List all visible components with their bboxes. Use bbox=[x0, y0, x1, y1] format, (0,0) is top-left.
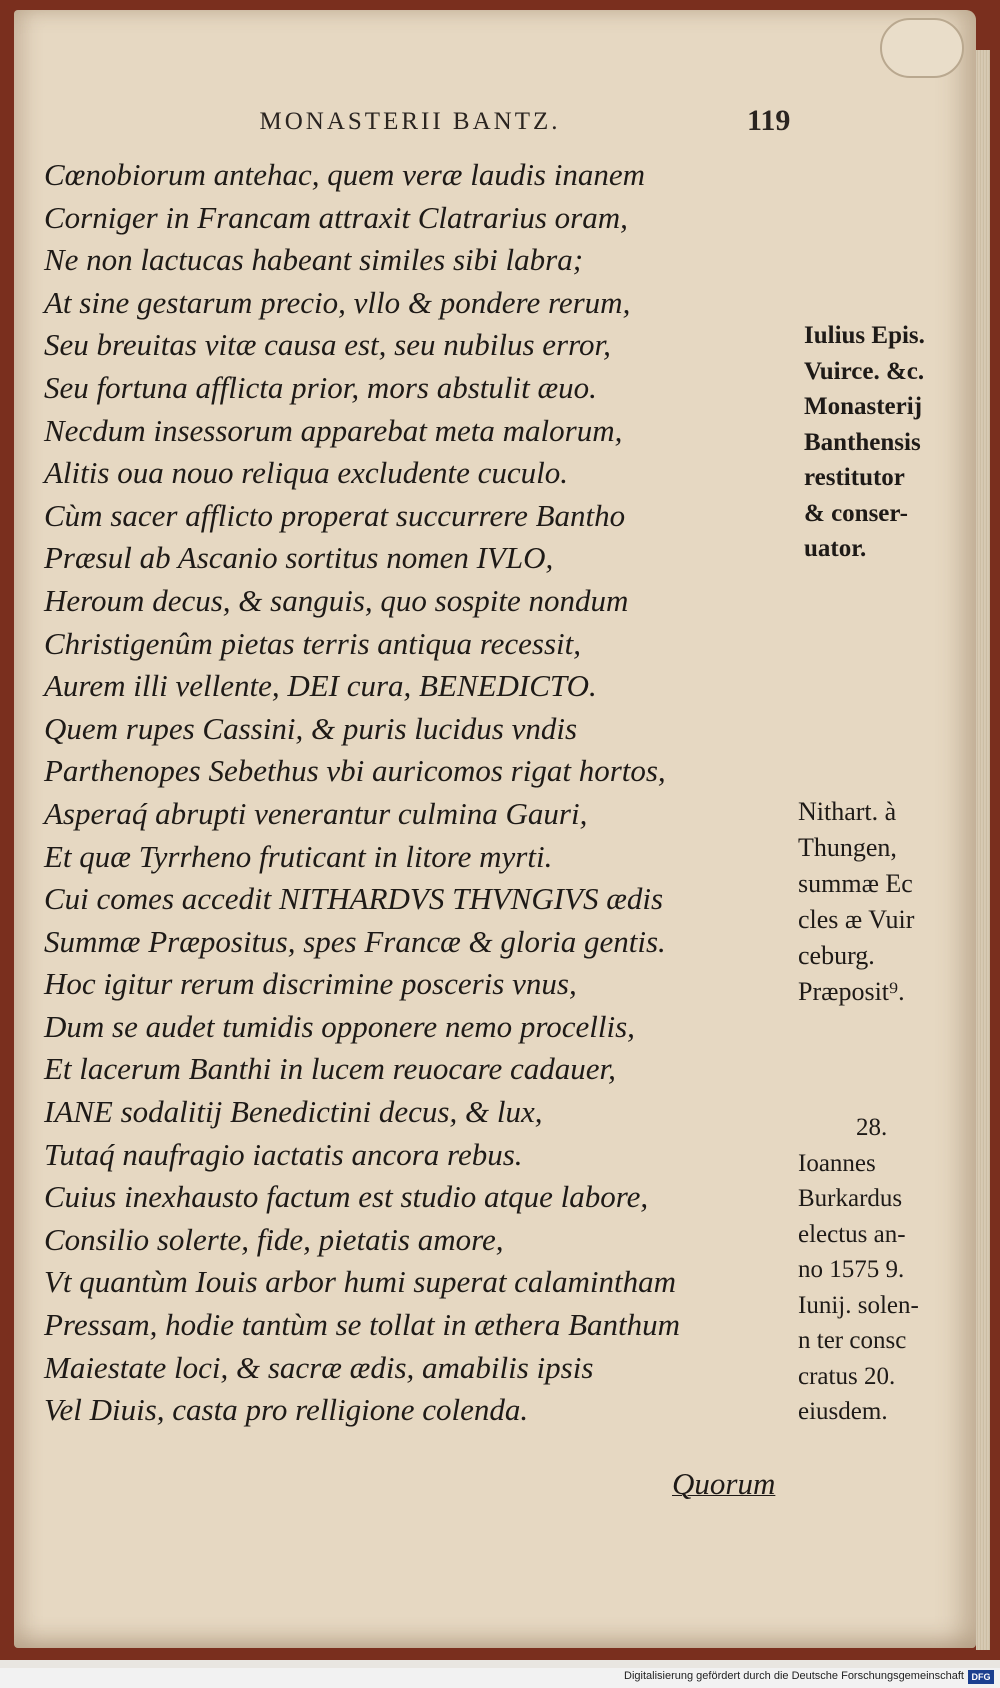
marginal-line: Monasterij bbox=[804, 393, 923, 420]
verse-line: Cuius inexhausto factum est studio atque labore, bbox=[44, 1179, 649, 1215]
verse-line: Summæ Præpositus, spes Francæ & gloria gentis. bbox=[44, 923, 666, 959]
marginal-line: restitutor bbox=[804, 464, 905, 491]
verse-line: Aurem illi vellente, DEI cura, BENEDICTO. bbox=[44, 668, 597, 704]
running-title: MONASTERII BANTZ. bbox=[259, 108, 561, 135]
verse-line: Pressam, hodie tantùm se tollat in æthera Banthum bbox=[44, 1307, 681, 1343]
verse-line: Christigenûm pietas terris antiqua recessit, bbox=[44, 625, 582, 661]
clasp-ring bbox=[880, 18, 964, 78]
verse-line: At sine gestarum precio, vllo & pondere rerum, bbox=[44, 284, 631, 320]
verse-line: Consilio solerte, fide, pietatis amore, bbox=[44, 1221, 504, 1257]
verse-line: Parthenopes Sebethus vbi auricomos rigat hortos, bbox=[44, 753, 666, 789]
marginal-line: eiusdem. bbox=[798, 1398, 888, 1425]
verse-line: Alitis oua nouo reliqua excludente cuculo. bbox=[44, 455, 569, 491]
verse-line: Vel Diuis, casta pro relligione colenda. bbox=[44, 1392, 529, 1428]
verse-line: Seu breuitas vitæ causa est, seu nubilus error, bbox=[44, 327, 611, 363]
marginal-line: cles æ Vuir bbox=[798, 905, 915, 934]
verse-line: Dum se audet tumidis opponere nemo procellis, bbox=[44, 1008, 635, 1044]
marginal-note-iulius bbox=[804, 318, 925, 567]
verse-line: Et quæ Tyrrheno fruticant in litore myrti. bbox=[44, 838, 553, 874]
marginal-line: cratus 20. bbox=[798, 1362, 896, 1390]
marginal-line: n ter consc bbox=[798, 1327, 907, 1354]
verse-line: Seu fortuna afflicta prior, mors abstulit æuo. bbox=[44, 369, 597, 405]
verse-line: Præsul ab Ascanio sortitus nomen IVLO, bbox=[44, 540, 554, 576]
page-number: 119 bbox=[747, 104, 791, 137]
marginal-line: electus an- bbox=[798, 1220, 906, 1248]
verse-line: IANE sodalitij Benedictini decus, & lux, bbox=[44, 1094, 543, 1130]
verse-line: Corniger in Francam attraxit Clatrarius oram, bbox=[44, 199, 628, 235]
marginal-number: 28. bbox=[856, 1114, 888, 1141]
verse-line: Asperaq́ abrupti venerantur culmina Gauri, bbox=[44, 795, 588, 831]
verse-line: Tutaq́ naufragio iactatis ancora rebus. bbox=[44, 1136, 523, 1172]
marginal-note-ioannes bbox=[798, 1110, 919, 1430]
marginal-line: Thungen, bbox=[798, 833, 897, 862]
marginal-line: no 1575 9. bbox=[798, 1256, 905, 1283]
catchword: Quorum bbox=[672, 1466, 776, 1501]
verse-line: Cùm sacer afflicto properat succurrere Bantho bbox=[44, 497, 626, 533]
marginal-line: uator. bbox=[804, 535, 867, 562]
verse-line: Ne non lactucas habeant similes sibi labra; bbox=[44, 242, 584, 278]
marginal-line: Banthensis bbox=[804, 428, 921, 456]
verse-list bbox=[44, 154, 764, 1432]
page-edges bbox=[976, 50, 990, 1650]
verse-line: Necdum insessorum apparebat meta malorum, bbox=[44, 412, 623, 448]
marginal-line: Ioannes bbox=[798, 1149, 876, 1177]
marginal-line: & conser- bbox=[804, 499, 908, 527]
verse-line: Maiestate loci, & sacræ ædis, amabilis ipsis bbox=[44, 1349, 594, 1385]
marginal-line: Nithart. à bbox=[798, 797, 897, 826]
marginal-line: ceburg. bbox=[798, 941, 875, 970]
verse-line: Cœnobiorum antehac, quem veræ laudis inanem bbox=[44, 157, 646, 192]
marginal-note-nithart bbox=[798, 794, 914, 1010]
marginal-line: summæ Ec bbox=[798, 869, 913, 898]
marginal-line: Præposit⁹. bbox=[798, 977, 905, 1006]
verse-line: Et lacerum Banthi in lucem reuocare cadauer, bbox=[44, 1051, 616, 1087]
funding-credit: Digitalisierung gefördert durch die Deutsche Forschungsgemeinschaft bbox=[624, 1670, 964, 1682]
dfg-logo-icon: DFG bbox=[968, 1670, 994, 1684]
verse-line: Quem rupes Cassini, & puris lucidus vndis bbox=[44, 710, 578, 746]
verse-line: Heroum decus, & sanguis, quo sospite nondum bbox=[44, 582, 629, 618]
marginal-line: Vuirce. &c. bbox=[804, 357, 925, 385]
marginal-line: Iulius Epis. bbox=[804, 322, 925, 349]
marginal-line: Iunij. solen- bbox=[798, 1291, 919, 1319]
verse-line: Cui comes accedit NITHARDVS THVNGIVS ædis bbox=[44, 881, 664, 917]
marginal-line: Burkardus bbox=[798, 1185, 903, 1212]
verse-line: Vt quantùm Iouis arbor humi superat calamintham bbox=[44, 1264, 677, 1300]
verse-line: Hoc igitur rerum discrimine posceris vnus, bbox=[44, 966, 577, 1002]
